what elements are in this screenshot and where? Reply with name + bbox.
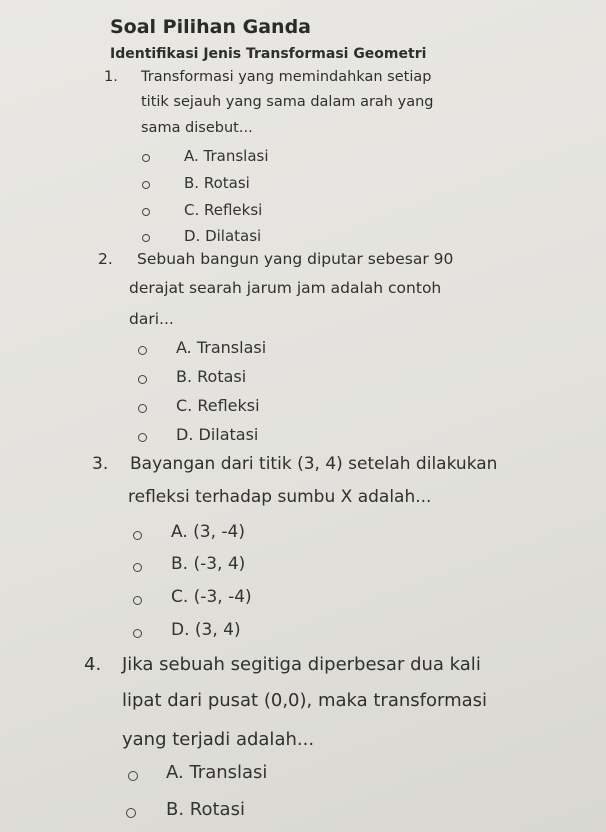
radio-button[interactable] [142, 181, 150, 189]
question-text-line: dari... [129, 310, 174, 328]
option-label: B. (-3, 4) [171, 554, 246, 574]
question-number: 2. [98, 250, 113, 268]
option-label: B. Rotasi [176, 367, 247, 386]
radio-button[interactable] [128, 771, 138, 781]
question-text-line: Transformasi yang memindahkan setiap [141, 69, 432, 85]
option-label: A. Translasi [166, 762, 268, 783]
question-text-line: derajat searah jarum jam adalah contoh [129, 279, 442, 297]
question-text-line: titik sejauh yang sama dalam arah yang [141, 94, 434, 110]
option-label: A. (3, -4) [171, 522, 245, 542]
radio-button[interactable] [138, 375, 147, 384]
option-label: C. (-3, -4) [171, 587, 252, 607]
question-text-line: Jika sebuah segitiga diperbesar dua kali [122, 654, 481, 675]
option-label: D. Dilatasi [184, 227, 262, 245]
question-number: 1. [104, 69, 118, 85]
option-label: B. Rotasi [184, 174, 250, 192]
question-number: 4. [84, 654, 102, 675]
option-label: D. Dilatasi [176, 425, 259, 444]
radio-button[interactable] [138, 404, 147, 413]
radio-button[interactable] [138, 346, 147, 355]
radio-button[interactable] [133, 563, 142, 572]
radio-button[interactable] [126, 808, 136, 818]
question-number: 3. [92, 454, 109, 474]
radio-button[interactable] [138, 433, 147, 442]
page-title: Soal Pilihan Ganda [110, 16, 312, 38]
question-text-line: Bayangan dari titik (3, 4) setelah dilakukan [130, 454, 498, 474]
radio-button[interactable] [133, 531, 142, 540]
question-text-line: Sebuah bangun yang diputar sebesar 90 [137, 250, 454, 268]
radio-button[interactable] [142, 208, 150, 216]
question-text-line: refleksi terhadap sumbu X adalah... [128, 487, 432, 507]
question-text-line: yang terjadi adalah... [122, 729, 315, 750]
radio-button[interactable] [133, 596, 142, 605]
option-label: C. Refleksi [176, 396, 260, 415]
option-label: C. Refleksi [184, 201, 263, 219]
option-label: B. Rotasi [166, 799, 245, 820]
radio-button[interactable] [142, 234, 150, 242]
option-label: A. Translasi [184, 147, 269, 165]
section-subtitle: Identifikasi Jenis Transformasi Geometri [110, 46, 427, 62]
radio-button[interactable] [133, 629, 142, 638]
option-label: A. Translasi [176, 338, 267, 357]
question-text-line: lipat dari pusat (0,0), maka transformasi [122, 690, 488, 711]
radio-button[interactable] [142, 154, 150, 162]
question-text-line: sama disebut... [141, 120, 253, 136]
option-label: D. (3, 4) [171, 620, 241, 640]
